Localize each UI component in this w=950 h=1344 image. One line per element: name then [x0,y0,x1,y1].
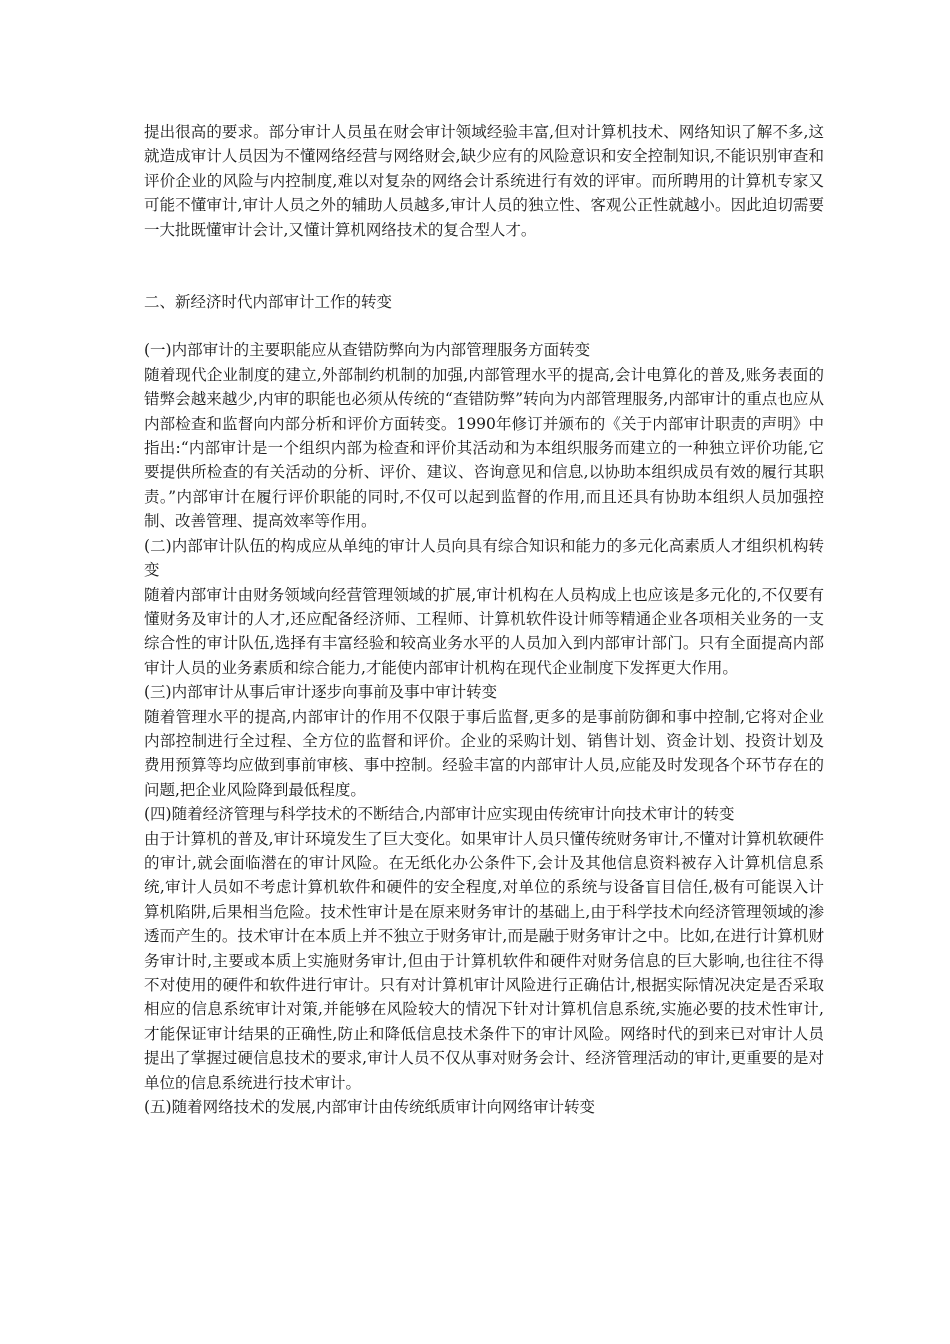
subsection-title: (三)内部审计从事后审计逐步向事前及事中审计转变 [144,683,498,702]
subsection-body: 由于计算机的普及,审计环境发生了巨大变化。如果审计人员只懂传统财务审计,不懂对计算机软硬件的审计,就会面临潜在的审计风险。在无纸化办公条件下,会计及其他信息资料被存入计算机信息系统,审计人员如不考虑计算机软件和硬件的安全程度,对单位的系统与设备盲目信任,极有可能误入计算机陷阱,后果相当危险。技术性审计是在原来财务审计的基础上,由于科学技术向经济管理领域的渗透而产生的。技术审计在本质上并不独立于财务审计,而是融于财务审计之中。比如,在进行计算机财务审计时,主要或本质上实施财务审计,但由于计算机软件和硬件对财务信息的巨大影响,也往往不得不对使用的硬件和软件进行审计。只有对计算机审计风险进行正确估计,根据实际情况决定是否采取相应的信息系统审计对策,并能够在风险较大的情况下针对计算机信息系统,实施必要的技术性审计,才能保证审计结果的正确性,防止和降低信息技术条件下的审计风险。网络时代的到来已对审计人员提出了掌握过硬信息技术的要求,审计人员不仅从事对财务会计、经济管理活动的审计,更重要的是对单位的信息系统进行技术审计。 [144,829,824,1092]
subsection-1 [144,338,824,533]
spacer [144,242,824,290]
intro-block [144,120,824,242]
spacer [144,314,824,338]
subsection-body: 随着内部审计由财务领域向经营管理领域的扩展,审计机构在人员构成上也应该是多元化的,不仅要有懂财务及审计的人才,还应配备经济师、工程师、计算机软件设计师等精通企业各项相关业务的一支综合性的审计队伍,选择有丰富经验和较高业务水平的人员加入到内部审计部门。只有全面提高内部审计人员的业务素质和综合能力,才能使内部审计机构在现代企业制度下发挥更大作用。 [144,585,824,677]
section-heading: 二、新经济时代内部审计工作的转变 [144,293,393,312]
subsection-title: (一)内部审计的主要职能应从查错防弊向为内部管理服务方面转变 [144,341,591,360]
intro-paragraph: 提出很高的要求。部分审计人员虽在财会审计领域经验丰富,但对计算机技术、网络知识了解不多,这就造成审计人员因为不懂网络经营与网络财会,缺少应有的风险意识和安全控制知识,不能识别审查和评价企业的风险与内控制度,难以对复杂的网络会计系统进行有效的评审。而所聘用的计算机专家又可能不懂审计,审计人员之外的辅助人员越多,审计人员的独立性、客观公正性就越小。因此迫切需要一大批既懂审计会计,又懂计算机网络技术的复合型人才。 [144,123,824,239]
subsection-title: (五)随着网络技术的发展,内部审计由传统纸质审计向网络审计转变 [144,1098,596,1117]
subsection-body: 随着管理水平的提高,内部审计的作用不仅限于事后监督,更多的是事前防御和事中控制,它将对企业内部控制进行全过程、全方位的监督和评价。企业的采购计划、销售计划、资金计划、投资计划及费用预算等均应做到事前审核、事中控制。经验丰富的内部审计人员,应能及时发现各个环节存在的问题,把企业风险降到最低程度。 [144,707,824,799]
subsection-5 [144,1095,824,1119]
subsection-4 [144,802,824,1095]
subsection-3 [144,680,824,802]
document-page [144,120,824,1119]
subsection-title: (二)内部审计队伍的构成应从单纯的审计人员向具有综合知识和能力的多元化高素质人才组织机构转变 [144,536,824,580]
subsection-body: 随着现代企业制度的建立,外部制约机制的加强,内部管理水平的提高,会计电算化的普及,账务表面的错弊会越来越少,内审的职能也必须从传统的“查错防弊”转向为内部管理服务,内部审计的重点也应从内部检查和监督向内部分析和评价方面转变。1990年修订并颁布的《关于内部审计职责的声明》中指出:“内部审计是一个组织内部为检查和评价其活动和为本组织服务而建立的一种独立评价功能,它要提供所检查的有关活动的分析、评价、建议、咨询意见和信息,以协助本组织成员有效的履行其职责。”内部审计在履行评价职能的同时,不仅可以起到监督的作用,而且还具有协助本组织人员加强控制、改善管理、提高效率等作用。 [144,365,824,531]
subsection-title: (四)随着经济管理与科学技术的不断结合,内部审计应实现由传统审计向技术审计的转变 [144,805,735,824]
subsection-2 [144,534,824,680]
